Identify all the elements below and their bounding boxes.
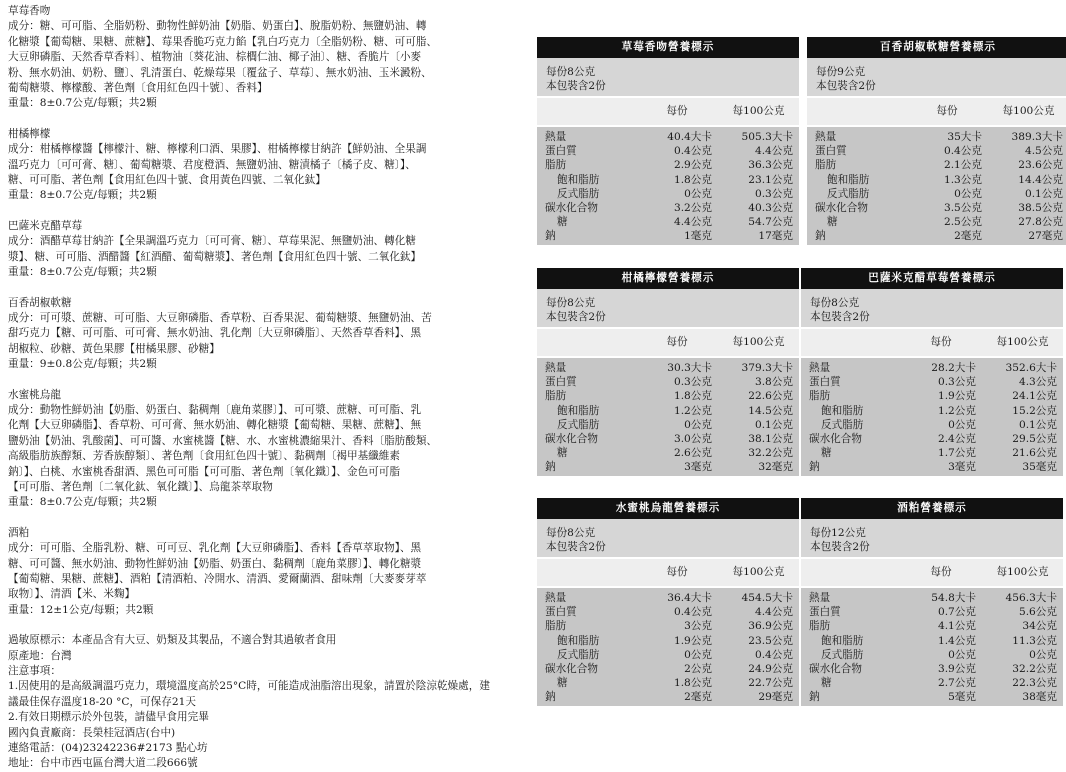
product-name: 柑橘檸檬 bbox=[8, 127, 51, 140]
ingredient-line: 高級脂肪族醇類、芳香族醇類〕、著色劑〔食用紅色四十號〕、黏稠劑〔褐甲基纖維素 bbox=[8, 450, 400, 463]
serving-info bbox=[537, 289, 799, 327]
ingredient-line: 胡椒粒、砂糖、黃色果膠【柑橘果膠、砂糖】 bbox=[8, 342, 220, 355]
product-block bbox=[8, 388, 516, 511]
per-serving-value: 3公克 bbox=[684, 620, 712, 633]
column-header-row bbox=[801, 329, 1063, 356]
product-name: 草莓香吻 bbox=[8, 5, 51, 17]
nutrient-label: 反式脂肪 bbox=[557, 648, 600, 661]
nutrient-label: 糖 bbox=[827, 216, 838, 229]
nutrient-label: 熱量 bbox=[815, 131, 837, 143]
nutrient-label: 飽和脂肪 bbox=[557, 173, 600, 186]
nutrient-label: 糖 bbox=[557, 677, 568, 690]
per-serving-value: 30.3大卡 bbox=[667, 362, 712, 374]
product-block bbox=[8, 127, 516, 204]
ingredient-line: 取物〕】、清酒【米、米麴】 bbox=[8, 588, 136, 601]
per-serving-header: 每份 bbox=[666, 566, 688, 578]
nutrient-label: 蛋白質 bbox=[545, 145, 577, 158]
nutrient-label: 反式脂肪 bbox=[557, 418, 600, 431]
per-100g-header: 每100公克 bbox=[732, 336, 785, 348]
nutrient-label: 糖 bbox=[821, 447, 832, 460]
per-100g-value: 3.8公克 bbox=[754, 376, 793, 389]
nutrient-label: 蛋白質 bbox=[815, 145, 847, 158]
nutrient-label: 反式脂肪 bbox=[827, 187, 870, 200]
nutrient-label: 鈉 bbox=[809, 461, 820, 474]
per-100g-value: 389.3大卡 bbox=[1011, 131, 1063, 143]
per-serving-column bbox=[636, 130, 718, 245]
nutrient-label: 鈉 bbox=[815, 230, 826, 243]
per-serving-value: 0公克 bbox=[684, 648, 712, 661]
nutrient-label: 脂肪 bbox=[809, 620, 831, 633]
servings-per-pack: 本包裝含2份 bbox=[816, 80, 876, 92]
ingredient-line: 糖、可可脂、著色劑【食用紅色四十號、食用黃色四號、二氧化鈦】 bbox=[8, 174, 326, 187]
per-100g-value: 29毫克 bbox=[758, 691, 793, 704]
per-serving-column bbox=[906, 130, 988, 245]
per-100g-column bbox=[718, 130, 799, 245]
per-100g-value: 4.3公克 bbox=[1018, 376, 1057, 389]
per-100g-value: 22.6公克 bbox=[748, 390, 793, 403]
panel-title: 草莓香吻營養標示 bbox=[537, 37, 799, 58]
per-100g-value: 0.1公克 bbox=[754, 418, 793, 431]
per-100g-value: 27毫克 bbox=[1028, 230, 1063, 243]
per-100g-value: 505.3大卡 bbox=[741, 131, 793, 143]
nutrition-panel bbox=[807, 37, 1066, 245]
per-serving-value: 0公克 bbox=[684, 418, 712, 431]
ingredient-line: 溫巧克力〔可可膏、糖〕、葡萄糖漿、君度橙酒、無鹽奶油、糖漬橘子〔橘子皮、糖〕】、 bbox=[8, 158, 416, 171]
per-100g-value: 32.2公克 bbox=[748, 447, 793, 460]
ingredient-line: 成分：可可漿、蔗糖、可可脂、大豆卵磷脂、香草粉、百香果泥、葡萄糖漿、無鹽奶油、苦 bbox=[8, 311, 432, 324]
per-serving-value: 54.8大卡 bbox=[931, 592, 976, 604]
nutrient-label: 脂肪 bbox=[545, 620, 567, 633]
per-serving-header: 每份 bbox=[666, 336, 688, 348]
column-header-row bbox=[807, 98, 1066, 125]
per-serving-value: 2.4公克 bbox=[937, 433, 976, 446]
allergen-notice: 過敏原標示：本產品含有大豆、奶類及其製品，不適合對其過敏者食用 bbox=[8, 634, 337, 647]
per-100g-value: 0公克 bbox=[1029, 648, 1057, 661]
per-100g-value: 4.5公克 bbox=[1024, 145, 1063, 158]
per-100g-value: 4.4公克 bbox=[754, 145, 793, 158]
nutrient-label: 脂肪 bbox=[815, 159, 837, 172]
nutrient-table bbox=[801, 588, 1063, 706]
per-serving-value: 4.1公克 bbox=[937, 620, 976, 633]
panel-title: 百香胡椒軟糖營養標示 bbox=[807, 37, 1066, 58]
nutrient-label: 碳水化合物 bbox=[809, 663, 862, 676]
ingredient-line: 葡萄糖漿、檸檬酸、著色劑〔食用紅色四十號〕、香料】 bbox=[8, 82, 268, 95]
servings-per-pack: 本包裝含2份 bbox=[810, 311, 870, 323]
per-serving-value: 0公克 bbox=[948, 418, 976, 431]
per-serving-value: 2.9公克 bbox=[673, 159, 712, 172]
ingredients-column bbox=[8, 4, 516, 772]
panel-title: 水蜜桃烏龍營養標示 bbox=[537, 498, 799, 519]
per-100g-value: 23.6公克 bbox=[1018, 159, 1063, 172]
per-serving-value: 40.4大卡 bbox=[667, 131, 712, 143]
ingredient-line: 粉、無水奶油、奶粉、鹽〕、乳清蛋白、乾燥莓果〔覆盆子、草莓〕、無水奶油、玉米澱粉、 bbox=[8, 66, 432, 79]
ingredient-line: 鹽奶油【奶油、乳酸菌】、可可醬、水蜜桃醬【糖、水、水蜜桃濃縮果汁、香料〔脂肪酸類、 bbox=[8, 434, 438, 447]
nutrient-table bbox=[537, 127, 799, 245]
per-100g-value: 23.5公克 bbox=[748, 634, 793, 647]
nutrient-table bbox=[807, 127, 1066, 245]
per-100g-value: 4.4公克 bbox=[754, 606, 793, 619]
per-serving-value: 2毫克 bbox=[954, 230, 982, 243]
serving-info bbox=[537, 58, 799, 96]
nutrient-label: 飽和脂肪 bbox=[827, 173, 870, 186]
ingredient-line: 大豆卵磷脂、天然香草香料〕、植物油〔葵花油、棕櫚仁油、椰子油〕、糖、香脆片〔小麥 bbox=[8, 51, 422, 64]
panel-title: 柑橘檸檬營養標示 bbox=[537, 268, 799, 289]
product-block bbox=[8, 219, 516, 281]
product-name: 百香胡椒軟糖 bbox=[8, 296, 72, 309]
column-header-row bbox=[801, 559, 1063, 586]
per-serving-value: 1.9公克 bbox=[673, 634, 712, 647]
per-100g-value: 11.3公克 bbox=[1012, 634, 1057, 647]
per-100g-header: 每100公克 bbox=[996, 566, 1049, 578]
nutrition-panel bbox=[537, 268, 799, 476]
serving-size: 每份8公克 bbox=[810, 297, 860, 309]
nutrient-label: 脂肪 bbox=[545, 390, 567, 403]
origin: 原產地：台灣 bbox=[8, 649, 72, 662]
per-serving-column bbox=[636, 591, 718, 706]
servings-per-pack: 本包裝含2份 bbox=[546, 80, 606, 92]
per-100g-value: 38毫克 bbox=[1022, 691, 1057, 704]
per-100g-column bbox=[982, 591, 1063, 706]
contact-phone: 連絡電話：(04)23242236#2173 點心坊 bbox=[8, 742, 208, 755]
product-weight: 重量：9±0.8公克/每顆；共2顆 bbox=[8, 358, 157, 371]
product-name: 水蜜桃烏龍 bbox=[8, 388, 61, 401]
per-100g-value: 32.2公克 bbox=[1012, 663, 1057, 676]
per-100g-value: 352.6大卡 bbox=[1005, 362, 1057, 374]
per-serving-value: 3.9公克 bbox=[937, 663, 976, 676]
per-serving-value: 1.2公克 bbox=[937, 404, 976, 417]
product-name: 酒粕 bbox=[8, 526, 30, 539]
per-100g-value: 14.5公克 bbox=[748, 404, 793, 417]
note-line: 1.因使用的是高級調溫巧克力，環境溫度高於25°C時，可能造成油脂溶出現象，請置於陰涼乾燥處，建 bbox=[8, 680, 490, 693]
serving-size: 每份12公克 bbox=[810, 527, 866, 539]
product-name: 巴薩米克醋草莓 bbox=[8, 219, 83, 232]
column-header-row bbox=[537, 559, 799, 586]
ingredient-line: 化糖漿【葡萄糖、果糖、蔗糖】、莓果香脆巧克力餡【乳白巧克力〔全脂奶粉、糖、可可脂、 bbox=[8, 35, 438, 48]
nutrient-label: 飽和脂肪 bbox=[557, 404, 600, 417]
per-serving-value: 2毫克 bbox=[684, 691, 712, 704]
nutrient-label: 蛋白質 bbox=[545, 376, 577, 389]
serving-info bbox=[537, 519, 799, 557]
ingredient-line: 成分：酒醋草莓甘納許【全果調溫巧克力〔可可膏、糖〕、草莓果泥、無鹽奶油、轉化糖 bbox=[8, 235, 416, 248]
blank-header-cell bbox=[537, 559, 636, 586]
per-serving-value: 0.4公克 bbox=[943, 145, 982, 158]
per-serving-value: 0公克 bbox=[684, 187, 712, 200]
label-column bbox=[801, 591, 900, 706]
product-block bbox=[8, 296, 516, 373]
ingredient-line: 成分：可可脂、全脂乳粉、糖、可可豆、乳化劑【大豆卵磷脂】、香料【香草萃取物】、黑 bbox=[8, 542, 422, 555]
per-100g-column bbox=[982, 361, 1063, 476]
nutrient-label: 碳水化合物 bbox=[545, 433, 598, 446]
notice-section bbox=[8, 633, 516, 772]
nutrient-label: 鈉 bbox=[545, 691, 556, 704]
serving-size: 每份8公克 bbox=[546, 66, 596, 78]
nutrient-label: 脂肪 bbox=[809, 390, 831, 403]
per-100g-value: 29.5公克 bbox=[1012, 433, 1057, 446]
ingredient-line: 鈉〕】、白桃、水蜜桃香甜酒、黑色可可脂【可可脂、著色劑〔氧化鐵〕】、金色可可脂 bbox=[8, 465, 400, 478]
nutrient-label: 熱量 bbox=[809, 592, 831, 604]
ingredient-line: 漿】、糖、可可脂、酒醋醬【紅酒醋、葡萄糖漿】、著色劑【食用紅色四十號、二氧化鈦】 bbox=[8, 250, 422, 263]
servings-per-pack: 本包裝含2份 bbox=[810, 541, 870, 553]
nutrient-table bbox=[801, 358, 1063, 476]
per-serving-value: 3.2公克 bbox=[673, 202, 712, 215]
label-column bbox=[801, 361, 900, 476]
per-serving-value: 35大卡 bbox=[947, 131, 982, 143]
nutrient-label: 飽和脂肪 bbox=[557, 634, 600, 647]
nutrient-label: 糖 bbox=[821, 677, 832, 690]
nutrient-label: 飽和脂肪 bbox=[821, 634, 864, 647]
per-100g-value: 35毫克 bbox=[1022, 461, 1057, 474]
per-serving-header: 每份 bbox=[936, 105, 958, 117]
nutrient-label: 蛋白質 bbox=[809, 606, 841, 619]
per-100g-value: 454.5大卡 bbox=[741, 592, 793, 604]
per-100g-value: 27.8公克 bbox=[1018, 216, 1063, 229]
product-weight: 重量：8±0.7公克/每顆；共2顆 bbox=[8, 189, 157, 202]
per-serving-value: 5毫克 bbox=[948, 691, 976, 704]
manufacturer: 國內負責廠商：長榮桂冠酒店(台中) bbox=[8, 726, 176, 739]
panel-title: 酒粕營養標示 bbox=[801, 498, 1063, 519]
per-100g-value: 22.3公克 bbox=[1012, 677, 1057, 690]
per-serving-header: 每份 bbox=[666, 105, 688, 117]
nutrient-table bbox=[537, 358, 799, 476]
serving-info bbox=[801, 289, 1063, 327]
per-100g-value: 24.1公克 bbox=[1012, 390, 1057, 403]
per-serving-value: 1.8公克 bbox=[673, 677, 712, 690]
label-column bbox=[537, 130, 636, 245]
nutrient-label: 碳水化合物 bbox=[545, 202, 598, 215]
per-serving-column bbox=[636, 361, 718, 476]
label-column bbox=[537, 361, 636, 476]
nutrition-panel bbox=[537, 498, 799, 706]
per-100g-value: 17毫克 bbox=[758, 230, 793, 243]
per-serving-value: 1.8公克 bbox=[673, 390, 712, 403]
per-serving-value: 0公克 bbox=[954, 187, 982, 200]
per-100g-value: 34公克 bbox=[1022, 620, 1057, 633]
nutrient-label: 飽和脂肪 bbox=[821, 404, 864, 417]
blank-header-cell bbox=[801, 559, 900, 586]
per-100g-value: 38.1公克 bbox=[748, 433, 793, 446]
ingredient-line: 成分：動物性鮮奶油【奶脂、奶蛋白、黏稠劑〔鹿角菜膠〕】、可可漿、蔗糖、可可脂、乳 bbox=[8, 403, 422, 416]
serving-size: 每份9公克 bbox=[816, 66, 866, 78]
per-serving-value: 2.1公克 bbox=[943, 159, 982, 172]
nutrient-label: 鈉 bbox=[809, 691, 820, 704]
nutrient-label: 反式脂肪 bbox=[557, 187, 600, 200]
per-100g-value: 379.3大卡 bbox=[741, 362, 793, 374]
nutrient-label: 碳水化合物 bbox=[815, 202, 868, 215]
product-weight: 重量：12±1公克/每顆；共2顆 bbox=[8, 603, 154, 616]
nutrient-label: 反式脂肪 bbox=[821, 648, 864, 661]
per-serving-value: 1.2公克 bbox=[673, 404, 712, 417]
per-100g-value: 36.9公克 bbox=[748, 620, 793, 633]
nutrient-label: 蛋白質 bbox=[545, 606, 577, 619]
nutrition-panel bbox=[801, 268, 1063, 476]
blank-header-cell bbox=[801, 329, 900, 356]
per-serving-column bbox=[900, 591, 982, 706]
per-100g-header: 每100公克 bbox=[732, 105, 785, 117]
nutrient-label: 脂肪 bbox=[545, 159, 567, 172]
per-100g-value: 24.9公克 bbox=[748, 663, 793, 676]
nutrition-panel bbox=[537, 37, 799, 245]
note-line: 2.有效日期標示於外包裝，請儘早食用完畢 bbox=[8, 711, 209, 724]
per-100g-value: 22.7公克 bbox=[748, 677, 793, 690]
per-serving-value: 3毫克 bbox=[684, 461, 712, 474]
ingredient-line: 化劑【大豆卵磷脂】、香草粉、可可膏、無水奶油、轉化糖漿【葡萄糖、果糖、蔗糖】、無 bbox=[8, 419, 422, 432]
per-100g-value: 0.1公克 bbox=[1024, 187, 1063, 200]
label-column bbox=[537, 591, 636, 706]
nutrient-label: 熱量 bbox=[545, 362, 567, 374]
nutrient-label: 蛋白質 bbox=[809, 376, 841, 389]
nutrient-label: 碳水化合物 bbox=[545, 663, 598, 676]
address: 地址：台中市西屯區台灣大道二段666號 bbox=[8, 757, 198, 770]
nutrient-label: 鈉 bbox=[545, 230, 556, 243]
panel-title: 巴薩米克醋草莓營養標示 bbox=[801, 268, 1063, 289]
servings-per-pack: 本包裝含2份 bbox=[546, 541, 606, 553]
per-100g-value: 21.6公克 bbox=[1012, 447, 1057, 460]
product-weight: 重量：8±0.7公克/每顆；共2顆 bbox=[8, 97, 157, 110]
per-100g-value: 0.4公克 bbox=[754, 648, 793, 661]
per-100g-value: 456.3大卡 bbox=[1005, 592, 1057, 604]
blank-header-cell bbox=[537, 98, 636, 125]
nutrient-label: 熱量 bbox=[545, 131, 567, 143]
per-100g-value: 40.3公克 bbox=[748, 202, 793, 215]
per-100g-value: 5.6公克 bbox=[1018, 606, 1057, 619]
per-100g-value: 0.3公克 bbox=[754, 187, 793, 200]
nutrition-panel bbox=[801, 498, 1063, 706]
per-100g-column bbox=[718, 591, 799, 706]
label-column bbox=[807, 130, 906, 245]
nutrient-label: 熱量 bbox=[809, 362, 831, 374]
per-100g-header: 每100公克 bbox=[732, 566, 785, 578]
ingredient-line: 成分：糖、可可脂、全脂奶粉、動物性鮮奶油【奶脂、奶蛋白】、脫脂奶粉、無鹽奶油、轉 bbox=[8, 20, 427, 33]
per-100g-header: 每100公克 bbox=[996, 336, 1049, 348]
per-serving-value: 3.0公克 bbox=[673, 433, 712, 446]
per-serving-value: 1.3公克 bbox=[943, 173, 982, 186]
servings-per-pack: 本包裝含2份 bbox=[546, 311, 606, 323]
per-100g-value: 0.1公克 bbox=[1018, 418, 1057, 431]
ingredient-line: 【葡萄糖、果糖、蔗糖】、酒粕【清酒粕、冷開水、清酒、愛爾蘭酒、甜味劑〔大麥麥芽萃 bbox=[8, 573, 427, 585]
nutrient-label: 熱量 bbox=[545, 592, 567, 604]
per-serving-value: 0.4公克 bbox=[673, 145, 712, 158]
per-serving-value: 2.6公克 bbox=[673, 447, 712, 460]
nutrient-table bbox=[537, 588, 799, 706]
per-serving-value: 2公克 bbox=[684, 663, 712, 676]
product-block bbox=[8, 4, 516, 112]
per-serving-value: 28.2大卡 bbox=[931, 362, 976, 374]
serving-size: 每份8公克 bbox=[546, 527, 596, 539]
column-header-row bbox=[537, 98, 799, 125]
product-block bbox=[8, 526, 516, 618]
ingredient-line: 甜巧克力【糖、可可脂、可可膏、無水奶油、乳化劑〔大豆卵磷脂〕、天然香草香料】、黑 bbox=[8, 327, 422, 340]
per-serving-value: 4.4公克 bbox=[673, 216, 712, 229]
ingredient-line: 糖、可可醬、無水奶油、動物性鮮奶油【奶脂、奶蛋白、黏稠劑〔鹿角菜膠〕】、轉化糖漿 bbox=[8, 557, 422, 570]
per-serving-header: 每份 bbox=[930, 336, 952, 348]
notes-heading: 注意事項： bbox=[8, 665, 61, 678]
column-header-row bbox=[537, 329, 799, 356]
per-serving-value: 36.4大卡 bbox=[667, 592, 712, 604]
per-serving-value: 3.5公克 bbox=[943, 202, 982, 215]
ingredient-line: 【可可脂、著色劑〔二氧化鈦、氧化鐵〕】、烏龍茶萃取物 bbox=[8, 480, 273, 493]
per-100g-value: 15.2公克 bbox=[1012, 404, 1057, 417]
per-serving-value: 0.3公克 bbox=[937, 376, 976, 389]
per-serving-value: 1毫克 bbox=[684, 230, 712, 243]
per-100g-value: 36.3公克 bbox=[748, 159, 793, 172]
per-serving-value: 3毫克 bbox=[948, 461, 976, 474]
per-100g-column bbox=[988, 130, 1066, 245]
per-100g-value: 54.7公克 bbox=[748, 216, 793, 229]
blank-header-cell bbox=[807, 98, 906, 125]
product-weight: 重量：8±0.7公克/每顆；共2顆 bbox=[8, 496, 157, 509]
per-serving-value: 0公克 bbox=[948, 648, 976, 661]
per-serving-value: 2.7公克 bbox=[937, 677, 976, 690]
per-100g-header: 每100公克 bbox=[1002, 105, 1055, 117]
per-serving-value: 1.4公克 bbox=[937, 634, 976, 647]
serving-info bbox=[807, 58, 1066, 96]
per-serving-value: 1.7公克 bbox=[937, 447, 976, 460]
nutrient-label: 碳水化合物 bbox=[809, 433, 862, 446]
ingredient-line: 成分：柑橘檸檬醬【檸檬汁、糖、檸檬利口酒、果膠】、柑橘檸檬甘納許【鮮奶油、全果調 bbox=[8, 143, 427, 156]
note-line: 議最佳保存溫度18-20 °C，可保存21天 bbox=[8, 695, 196, 708]
per-100g-value: 14.4公克 bbox=[1018, 173, 1063, 186]
per-serving-value: 1.8公克 bbox=[673, 173, 712, 186]
per-100g-value: 23.1公克 bbox=[748, 173, 793, 186]
nutrient-label: 鈉 bbox=[545, 461, 556, 474]
per-100g-value: 32毫克 bbox=[758, 461, 793, 474]
product-weight: 重量：8±0.7公克/每顆；共2顆 bbox=[8, 266, 157, 279]
per-serving-value: 0.7公克 bbox=[937, 606, 976, 619]
per-serving-column bbox=[900, 361, 982, 476]
blank-header-cell bbox=[537, 329, 636, 356]
nutrient-label: 糖 bbox=[557, 447, 568, 460]
per-serving-value: 1.9公克 bbox=[937, 390, 976, 403]
per-100g-value: 38.5公克 bbox=[1018, 202, 1063, 215]
per-serving-value: 0.4公克 bbox=[673, 606, 712, 619]
per-serving-value: 2.5公克 bbox=[943, 216, 982, 229]
serving-info bbox=[801, 519, 1063, 557]
per-100g-column bbox=[718, 361, 799, 476]
per-serving-header: 每份 bbox=[930, 566, 952, 578]
per-serving-value: 0.3公克 bbox=[673, 376, 712, 389]
serving-size: 每份8公克 bbox=[546, 297, 596, 309]
nutrient-label: 反式脂肪 bbox=[821, 418, 864, 431]
nutrient-label: 糖 bbox=[557, 216, 568, 229]
